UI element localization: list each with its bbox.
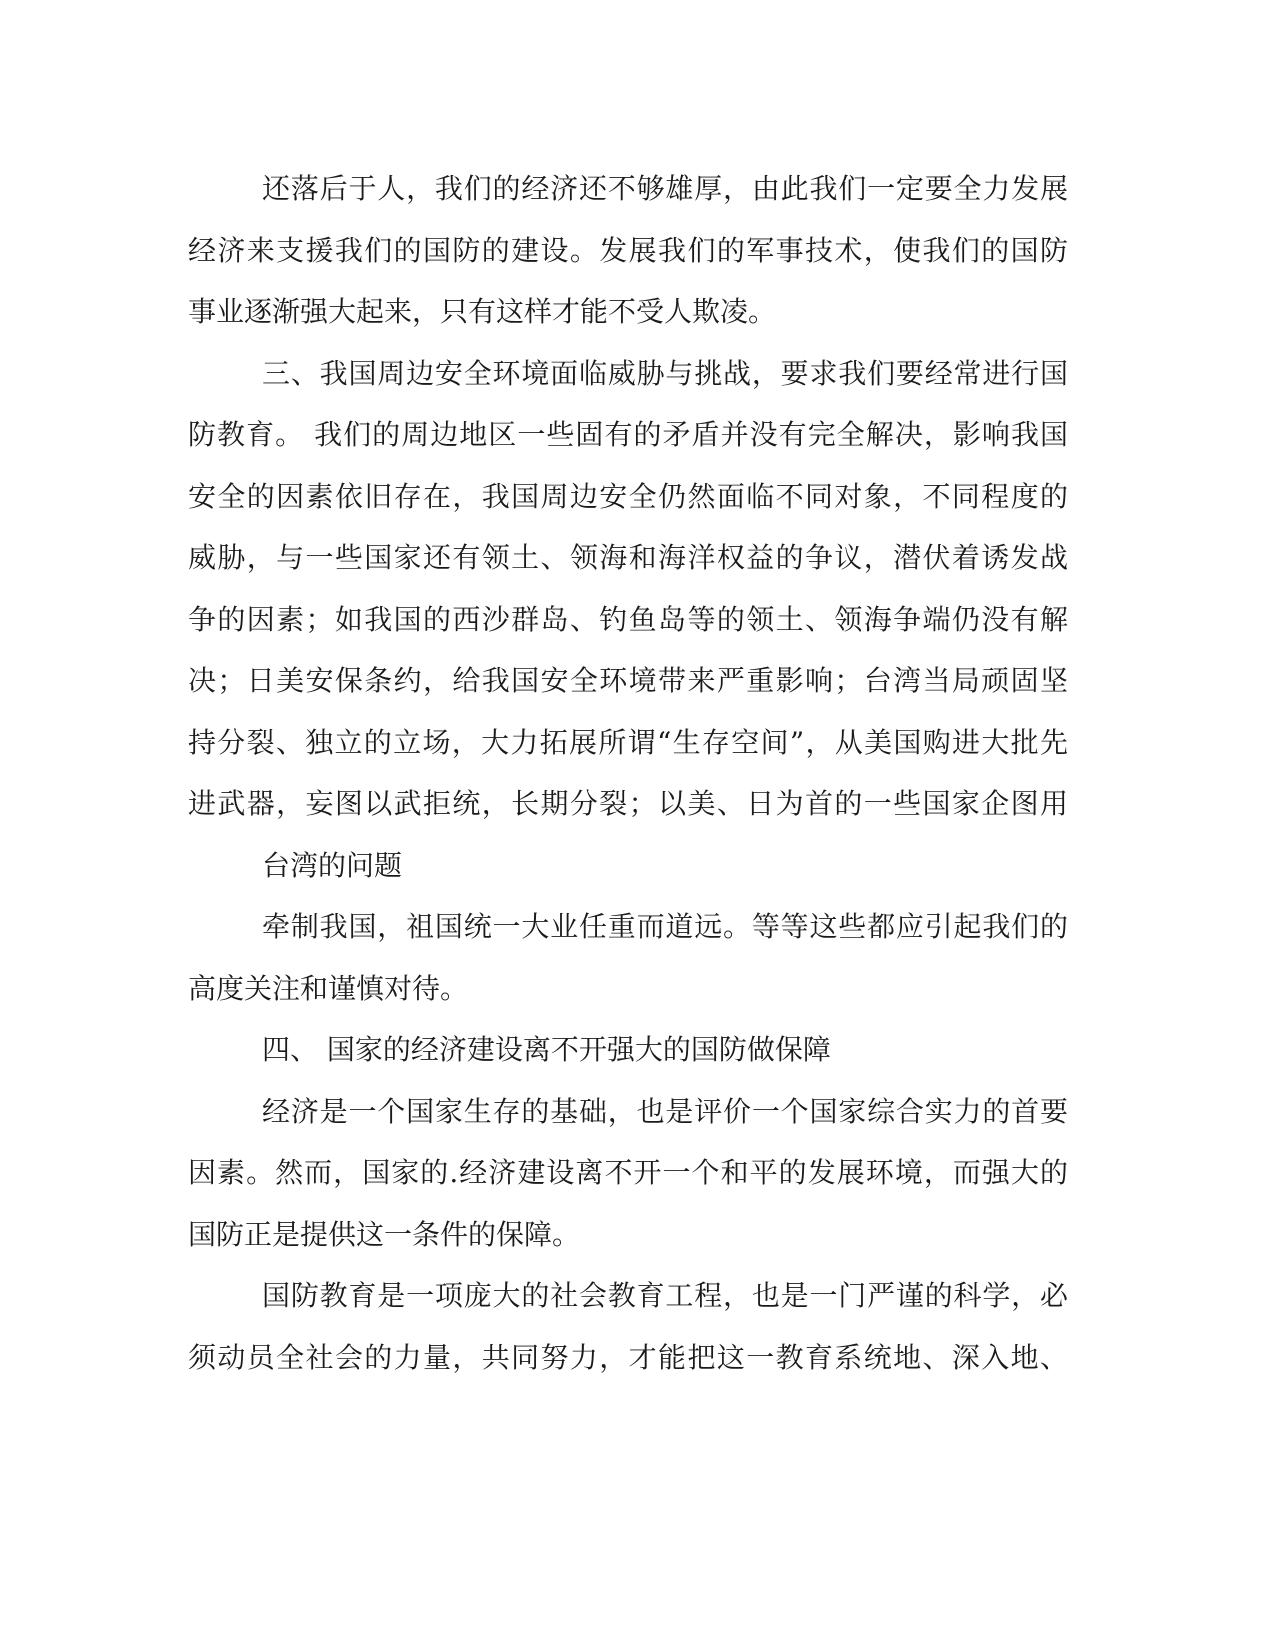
body-text bbox=[188, 158, 1068, 1388]
text-line: 防教育。 我们的周边地区一些固有的矛盾并没有完全解决，影响我国 bbox=[188, 418, 1068, 451]
text-line: 争的因素；如我国的西沙群岛、钓鱼岛等的领土、领海争端仍没有解 bbox=[188, 602, 1068, 636]
text-line: 高度关注和谨慎对待。 bbox=[188, 971, 469, 1005]
text-line: 经济来支援我们的国防的建设。发展我们的军事技术，使我们的国防 bbox=[188, 233, 1068, 267]
text-line: 安全的因素依旧存在，我国周边安全仍然面临不同对象，不同程度的 bbox=[188, 479, 1068, 513]
text-line: 进武器，妄图以武拒统，长期分裂；以美、日为首的一些国家企图用 bbox=[188, 787, 1068, 820]
text-line: 事业逐渐强大起来，只有这样才能不受人欺凌。 bbox=[188, 295, 777, 328]
text-line: 因素。然而，国家的.经济建设离不开一个和平的发展环境，而强大的 bbox=[188, 1156, 1068, 1189]
text-line: 决；日美安保条约，给我国安全环境带来严重影响；台湾当局顽固坚 bbox=[188, 664, 1068, 697]
text-line: 国防教育是一项庞大的社会教育工程，也是一门严谨的科学，必 bbox=[262, 1279, 1068, 1312]
text-line: 持分裂、独立的立场，大力拓展所谓“生存空间”，从美国购进大批先 bbox=[188, 725, 1068, 759]
section-heading-line: 四、 国家的经济建设离不开强大的国防做保障 bbox=[262, 1033, 831, 1066]
text-line: 威胁，与一些国家还有领土、领海和海洋权益的争议，潜伏着诱发战 bbox=[188, 541, 1068, 574]
section-heading-line: 三、我国周边安全环境面临威胁与挑战，要求我们要经常进行国 bbox=[262, 356, 1068, 390]
text-line: 国防正是提供这一条件的保障。 bbox=[188, 1217, 581, 1251]
text-line: 牵制我国，祖国统一大业任重而道远。等等这些都应引起我们的 bbox=[262, 910, 1068, 943]
text-line: 台湾的问题 bbox=[262, 848, 403, 882]
text-line: 还落后于人，我们的经济还不够雄厚，由此我们一定要全力发展 bbox=[262, 172, 1068, 205]
text-line: 经济是一个国家生存的基础，也是评价一个国家综合实力的首要 bbox=[262, 1094, 1068, 1128]
text-line: 须动员全社会的力量，共同努力，才能把这一教育系统地、深入地、 bbox=[188, 1340, 1068, 1374]
